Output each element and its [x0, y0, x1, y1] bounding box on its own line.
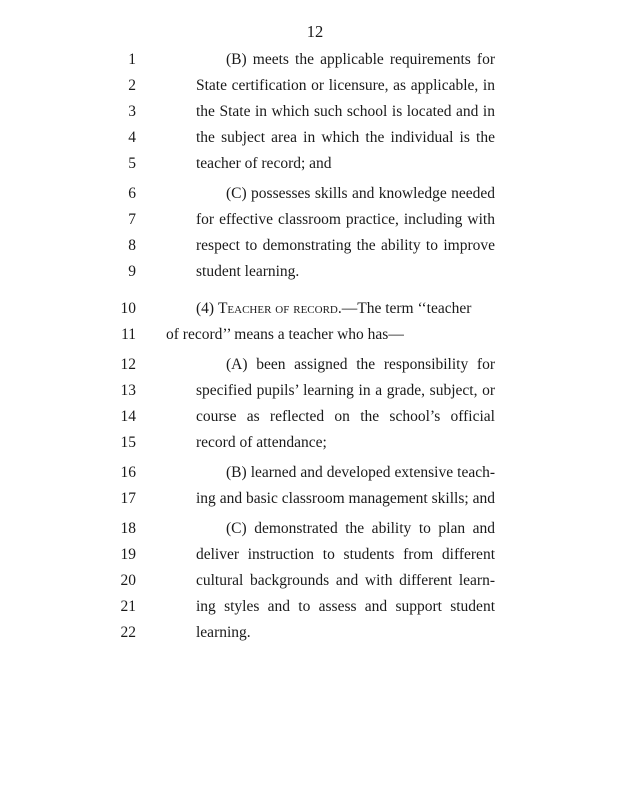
text-line: [0, 516, 630, 542]
line-number: 3: [128, 103, 136, 120]
text-line: [0, 542, 630, 568]
line-text: State certification or licensure, as applicable, in: [196, 77, 495, 94]
text-line: [0, 404, 630, 430]
line-number: 15: [120, 434, 136, 451]
line-number: 14: [120, 408, 136, 425]
text-line: [0, 322, 630, 348]
line-number: 12: [120, 356, 136, 373]
line-number: 22: [120, 624, 136, 641]
line-text: the State in which such school is located and in: [196, 103, 495, 120]
text-line: [0, 594, 630, 620]
text-line: [0, 73, 630, 99]
heading-continuation: .—The term ‘‘teacher: [337, 300, 472, 317]
line-text: record of attendance;: [196, 434, 327, 451]
text-line: [0, 568, 630, 594]
line-text: of record’’ means a teacher who has—: [166, 326, 404, 343]
line-text: ing styles and to assess and support student: [196, 598, 495, 615]
line-number: 16: [120, 464, 136, 481]
text-line: [0, 486, 630, 512]
text-line: [0, 430, 630, 456]
line-number: 2: [128, 77, 136, 94]
line-number: 4: [128, 129, 136, 146]
line-text: respect to demonstrating the ability to improve: [196, 237, 495, 254]
line-text: the subject area in which the individual is the: [196, 129, 495, 146]
page-number: 12: [306, 22, 324, 41]
text-line: [0, 460, 630, 486]
line-number: 20: [120, 572, 136, 589]
line-text: student learning.: [196, 263, 300, 280]
text-line: [0, 207, 630, 233]
line-text: (A) been assigned the responsibility for: [226, 356, 495, 373]
line-text: teacher of record; and: [196, 155, 332, 172]
paragraph-label: (4): [196, 300, 218, 317]
line-text: learning.: [196, 624, 251, 641]
line-text: (C) demonstrated the ability to plan and: [226, 520, 495, 537]
line-text: deliver instruction to students from different: [196, 546, 495, 563]
line-number: 13: [120, 382, 136, 399]
line-number: 21: [120, 598, 136, 615]
line-number: 8: [128, 237, 136, 254]
line-text: (B) meets the applicable requirements for: [226, 51, 495, 68]
line-text: cultural backgrounds and with different learn-: [196, 572, 495, 589]
line-number: 6: [128, 185, 136, 202]
text-line: [0, 151, 630, 177]
section-heading: Teacher of record: [217, 300, 338, 317]
text-line: [0, 181, 630, 207]
text-line: [0, 125, 630, 151]
line-text-heading: [196, 296, 495, 322]
line-text: for effective classroom practice, including with: [196, 211, 495, 228]
text-line: [0, 620, 630, 646]
line-number: 1: [128, 51, 136, 68]
line-text: (C) possesses skills and knowledge needed: [226, 185, 495, 202]
line-number: 5: [128, 155, 136, 172]
line-number: 17: [120, 490, 136, 507]
line-number: 19: [120, 546, 136, 563]
line-number: 18: [120, 520, 136, 537]
line-number: 11: [121, 326, 136, 343]
line-text: (B) learned and developed extensive teach-: [226, 464, 495, 481]
text-line: [0, 47, 630, 73]
text-line: [0, 259, 630, 285]
line-text: course as reflected on the school’s official: [196, 408, 495, 425]
text-line: [0, 378, 630, 404]
text-line: [0, 233, 630, 259]
line-number: 10: [120, 300, 136, 317]
line-text: specified pupils’ learning in a grade, subject, or: [196, 382, 495, 399]
line-number: 7: [128, 211, 136, 228]
text-line: [0, 99, 630, 125]
line-text: ing and basic classroom management skills; and: [196, 490, 495, 507]
text-line: [0, 352, 630, 378]
text-line: [0, 296, 630, 322]
line-number: 9: [128, 263, 136, 280]
